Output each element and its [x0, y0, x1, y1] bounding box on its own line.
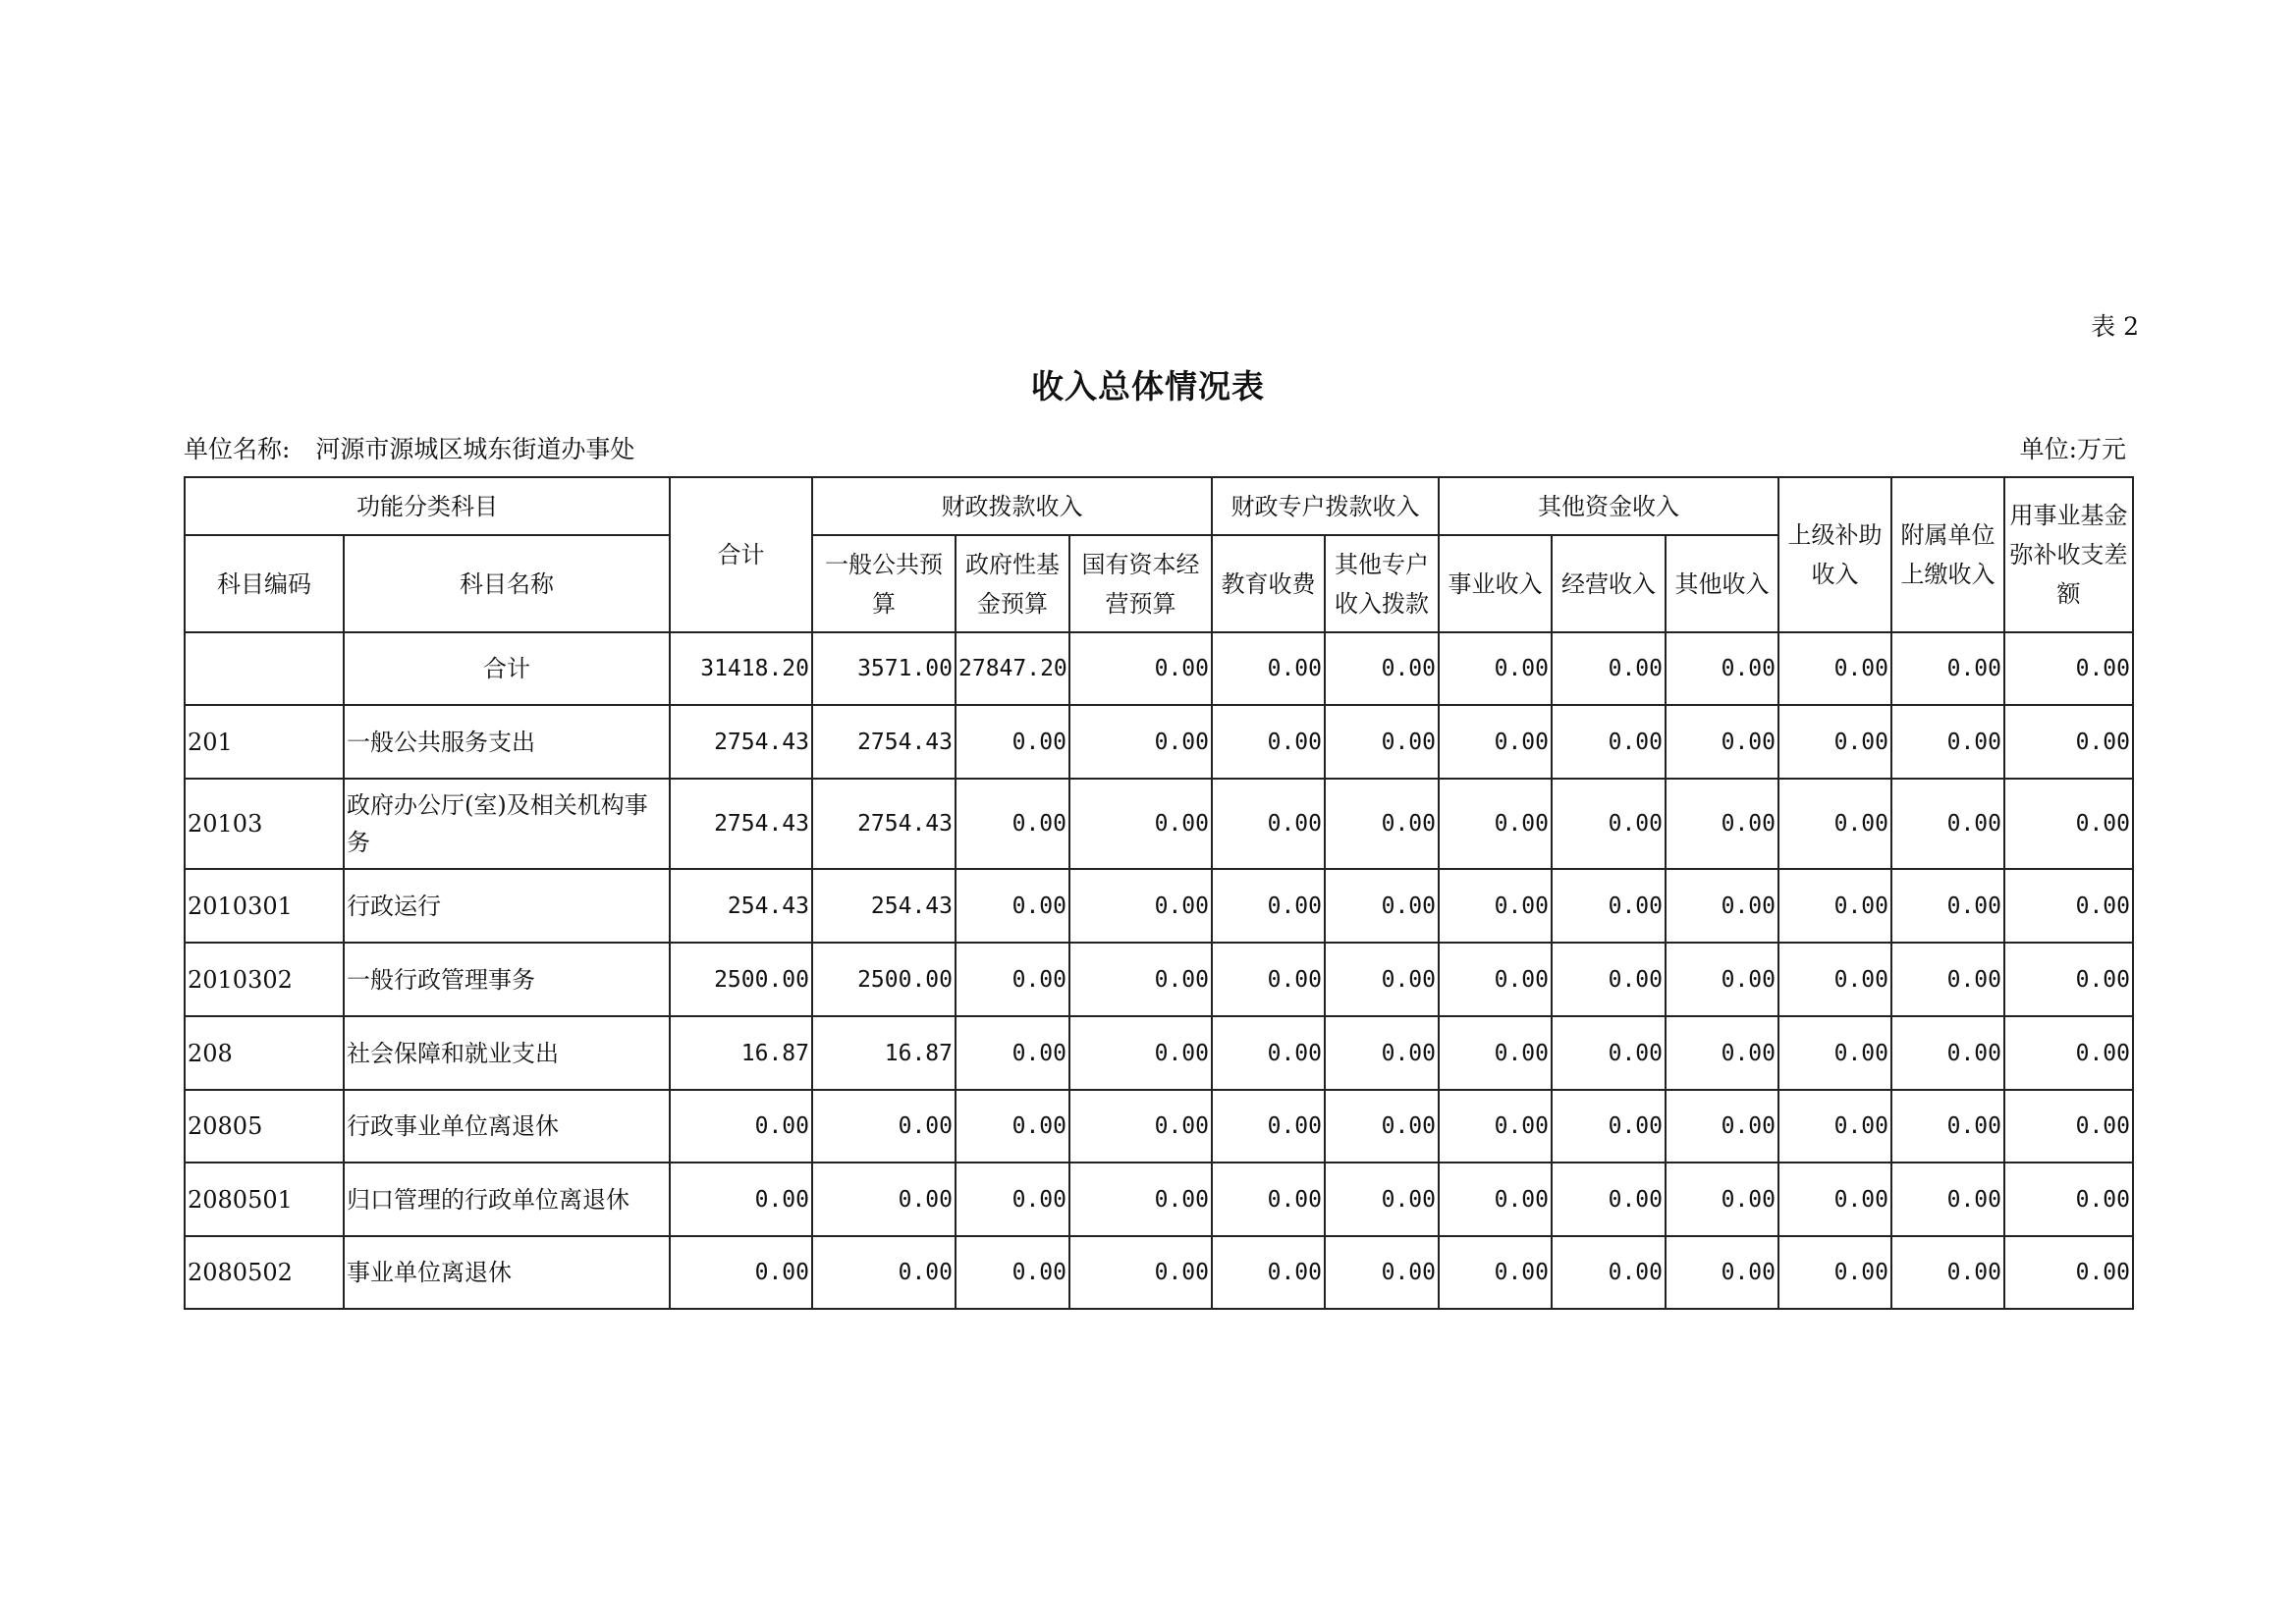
table-row — [185, 1090, 2133, 1163]
row-value: 0.00 — [1891, 869, 2004, 943]
row-value: 0.00 — [1069, 632, 1212, 705]
row-code: 2080502 — [185, 1236, 344, 1309]
row-value: 2754.43 — [670, 779, 812, 869]
row-value: 0.00 — [1439, 632, 1552, 705]
row-value: 0.00 — [1325, 1090, 1439, 1163]
row-value: 0.00 — [1891, 1090, 2004, 1163]
row-value: 0.00 — [956, 869, 1069, 943]
row-code: 2080501 — [185, 1163, 344, 1236]
row-value: 0.00 — [2004, 779, 2133, 869]
row-value: 0.00 — [670, 1090, 812, 1163]
table-row — [185, 869, 2133, 943]
row-value: 0.00 — [1552, 632, 1666, 705]
row-value: 3571.00 — [812, 632, 956, 705]
row-value: 0.00 — [1891, 943, 2004, 1016]
row-value: 0.00 — [2004, 1163, 2133, 1236]
row-value: 0.00 — [2004, 632, 2133, 705]
row-value: 0.00 — [956, 943, 1069, 1016]
row-value: 0.00 — [2004, 1016, 2133, 1090]
row-value: 0.00 — [956, 1016, 1069, 1090]
row-value: 0.00 — [1325, 869, 1439, 943]
row-value: 0.00 — [1439, 869, 1552, 943]
row-value: 0.00 — [1212, 705, 1325, 779]
row-value: 0.00 — [1891, 1236, 2004, 1309]
row-value: 0.00 — [2004, 1236, 2133, 1309]
row-value: 0.00 — [1666, 1236, 1778, 1309]
row-value: 2754.43 — [812, 705, 956, 779]
row-value: 0.00 — [1069, 779, 1212, 869]
row-value: 2754.43 — [670, 705, 812, 779]
row-value: 0.00 — [1212, 779, 1325, 869]
row-name: 行政事业单位离退休 — [344, 1090, 670, 1163]
currency-unit: 单位:万元 — [2019, 435, 2126, 463]
row-code — [185, 632, 344, 705]
row-value: 0.00 — [1325, 943, 1439, 1016]
row-value: 0.00 — [1439, 1016, 1552, 1090]
row-value: 16.87 — [670, 1016, 812, 1090]
row-value: 0.00 — [1891, 779, 2004, 869]
row-value: 0.00 — [1891, 705, 2004, 779]
row-value: 0.00 — [956, 779, 1069, 869]
row-name: 行政运行 — [344, 869, 670, 943]
row-value: 0.00 — [1439, 705, 1552, 779]
row-value: 0.00 — [1439, 1163, 1552, 1236]
row-value: 0.00 — [1778, 1090, 1891, 1163]
row-value: 0.00 — [2004, 1090, 2133, 1163]
row-value: 0.00 — [1552, 705, 1666, 779]
row-code: 2010301 — [185, 869, 344, 943]
row-value: 0.00 — [1212, 632, 1325, 705]
row-value: 0.00 — [1325, 1163, 1439, 1236]
header-fiscal-appropriation: 财政拨款收入 — [812, 477, 1212, 535]
unit-name — [184, 430, 634, 465]
row-value: 254.43 — [670, 869, 812, 943]
header-superior-subsidy: 上级补助收入 — [1778, 477, 1891, 632]
row-value: 0.00 — [1439, 1090, 1552, 1163]
row-value: 0.00 — [1069, 869, 1212, 943]
page-title: 收入总体情况表 — [1031, 367, 1265, 406]
header-operating-income: 经营收入 — [1552, 535, 1666, 632]
row-value: 2500.00 — [670, 943, 812, 1016]
row-name: 一般公共服务支出 — [344, 705, 670, 779]
row-value: 0.00 — [1212, 1163, 1325, 1236]
row-value: 0.00 — [1778, 779, 1891, 869]
income-table — [184, 476, 2134, 1310]
row-value: 0.00 — [1891, 1016, 2004, 1090]
row-value: 0.00 — [1552, 943, 1666, 1016]
row-value: 0.00 — [1891, 1163, 2004, 1236]
header-row-1 — [185, 477, 2133, 535]
row-value: 0.00 — [1666, 1090, 1778, 1163]
row-value: 0.00 — [1069, 1163, 1212, 1236]
row-value: 0.00 — [670, 1236, 812, 1309]
header-other-income: 其他收入 — [1666, 535, 1778, 632]
row-value: 0.00 — [1778, 1016, 1891, 1090]
row-value: 0.00 — [1666, 779, 1778, 869]
header-other-funds: 其他资金收入 — [1439, 477, 1778, 535]
row-value: 0.00 — [1439, 779, 1552, 869]
table-body — [185, 632, 2133, 1309]
row-value: 0.00 — [956, 705, 1069, 779]
row-value: 0.00 — [1069, 943, 1212, 1016]
row-name: 政府办公厅(室)及相关机构事务 — [344, 779, 670, 869]
row-value: 0.00 — [1891, 632, 2004, 705]
row-value: 0.00 — [1666, 1163, 1778, 1236]
row-value: 27847.20 — [956, 632, 1069, 705]
row-value: 0.00 — [670, 1163, 812, 1236]
row-value: 0.00 — [1552, 1163, 1666, 1236]
row-name: 事业单位离退休 — [344, 1236, 670, 1309]
row-value: 0.00 — [1439, 943, 1552, 1016]
row-value: 0.00 — [1778, 632, 1891, 705]
table-row — [185, 1236, 2133, 1309]
row-value: 0.00 — [1666, 869, 1778, 943]
row-value: 0.00 — [1552, 1236, 1666, 1309]
unit-name-value: 河源市源城区城东街道办事处 — [315, 435, 635, 463]
row-value: 0.00 — [1212, 1016, 1325, 1090]
row-value: 0.00 — [1212, 1236, 1325, 1309]
row-name: 一般行政管理事务 — [344, 943, 670, 1016]
row-value: 31418.20 — [670, 632, 812, 705]
row-value: 0.00 — [2004, 943, 2133, 1016]
row-value: 0.00 — [1069, 1016, 1212, 1090]
row-value: 0.00 — [1778, 1163, 1891, 1236]
row-value: 0.00 — [1212, 869, 1325, 943]
row-value: 254.43 — [812, 869, 956, 943]
row-name: 社会保障和就业支出 — [344, 1016, 670, 1090]
header-functional-category: 功能分类科目 — [185, 477, 670, 535]
row-value: 0.00 — [1069, 1090, 1212, 1163]
row-value: 0.00 — [956, 1163, 1069, 1236]
row-code: 201 — [185, 705, 344, 779]
table-row — [185, 779, 2133, 869]
row-value: 0.00 — [2004, 705, 2133, 779]
row-value: 0.00 — [1666, 1016, 1778, 1090]
row-value: 0.00 — [1552, 1090, 1666, 1163]
row-code: 20103 — [185, 779, 344, 869]
header-fiscal-special: 财政专户拨款收入 — [1212, 477, 1439, 535]
row-value: 0.00 — [812, 1236, 956, 1309]
unit-name-label: 单位名称: — [184, 435, 291, 463]
row-value: 0.00 — [1552, 869, 1666, 943]
header-gov-fund-budget: 政府性基金预算 — [956, 535, 1069, 632]
table-row — [185, 1016, 2133, 1090]
header-general-budget: 一般公共预算 — [812, 535, 956, 632]
row-value: 0.00 — [1666, 632, 1778, 705]
row-value: 0.00 — [956, 1090, 1069, 1163]
row-value: 0.00 — [1778, 943, 1891, 1016]
row-value: 0.00 — [1069, 1236, 1212, 1309]
row-value: 2754.43 — [812, 779, 956, 869]
table-row — [185, 1163, 2133, 1236]
table-row — [185, 632, 2133, 705]
row-value: 0.00 — [812, 1163, 956, 1236]
table-number: 表 2 — [2091, 312, 2139, 341]
header-code: 科目编码 — [185, 535, 344, 632]
row-value: 0.00 — [1778, 869, 1891, 943]
row-value: 0.00 — [1778, 705, 1891, 779]
header-other-special: 其他专户收入拨款 — [1325, 535, 1439, 632]
row-value: 0.00 — [1666, 705, 1778, 779]
row-value: 2500.00 — [812, 943, 956, 1016]
row-value: 0.00 — [1069, 705, 1212, 779]
header-fund-make-up: 用事业基金弥补收支差额 — [2004, 477, 2133, 632]
header-affiliated-income: 附属单位上缴收入 — [1891, 477, 2004, 632]
row-value: 0.00 — [1325, 779, 1439, 869]
row-value: 0.00 — [956, 1236, 1069, 1309]
row-code: 20805 — [185, 1090, 344, 1163]
row-value: 0.00 — [1325, 1236, 1439, 1309]
row-value: 0.00 — [1439, 1236, 1552, 1309]
row-value: 0.00 — [1325, 1016, 1439, 1090]
row-name: 合计 — [344, 632, 670, 705]
table-row — [185, 943, 2133, 1016]
row-value: 0.00 — [1778, 1236, 1891, 1309]
row-value: 0.00 — [1666, 943, 1778, 1016]
header-state-capital: 国有资本经营预算 — [1069, 535, 1212, 632]
row-value: 0.00 — [1552, 779, 1666, 869]
header-business-income: 事业收入 — [1439, 535, 1552, 632]
row-value: 0.00 — [1552, 1016, 1666, 1090]
row-code: 208 — [185, 1016, 344, 1090]
header-total: 合计 — [670, 477, 812, 632]
header-name: 科目名称 — [344, 535, 670, 632]
row-code: 2010302 — [185, 943, 344, 1016]
header-education-fee: 教育收费 — [1212, 535, 1325, 632]
row-value: 0.00 — [2004, 869, 2133, 943]
row-value: 16.87 — [812, 1016, 956, 1090]
row-name: 归口管理的行政单位离退休 — [344, 1163, 670, 1236]
row-value: 0.00 — [1325, 632, 1439, 705]
row-value: 0.00 — [1212, 1090, 1325, 1163]
row-value: 0.00 — [1325, 705, 1439, 779]
row-value: 0.00 — [812, 1090, 956, 1163]
row-value: 0.00 — [1212, 943, 1325, 1016]
table-row — [185, 705, 2133, 779]
